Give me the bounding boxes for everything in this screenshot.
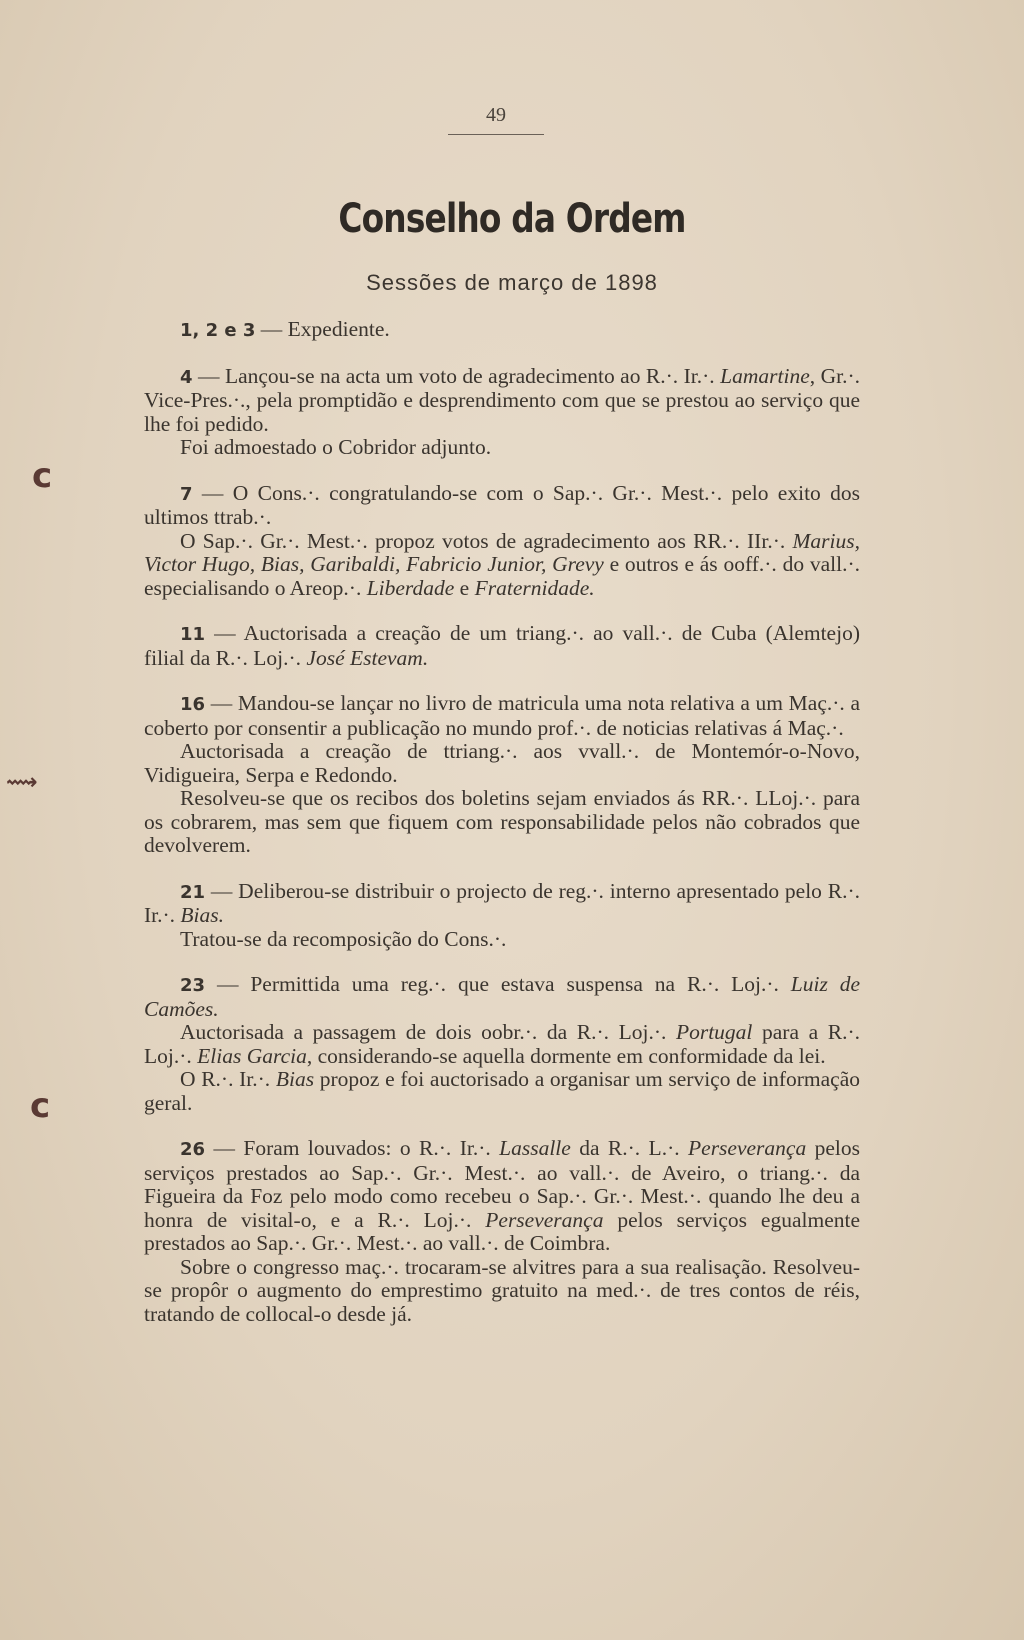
margin-mark: c bbox=[32, 456, 53, 496]
italic-name: Lamartine bbox=[720, 363, 810, 388]
margin-mark: c bbox=[30, 1086, 51, 1126]
entry-text: — Lançou-se na acta um voto de agradecimento ao R.·. Ir.·. bbox=[198, 363, 721, 388]
section-title: Conselho da Ordem bbox=[338, 196, 686, 242]
entry-paragraph bbox=[144, 436, 860, 460]
page-number: 49 bbox=[486, 104, 506, 126]
italic-name: Bias bbox=[275, 1067, 315, 1091]
entry-text: Tratou-se da recomposição do Cons.·. bbox=[180, 926, 507, 951]
entry-day-number: 4 bbox=[180, 366, 193, 388]
entry-paragraph bbox=[144, 1137, 860, 1256]
entry-paragraph bbox=[144, 365, 860, 437]
entry-text: propoz e foi auctorisado a organisar um serviço de informação geral. bbox=[144, 1067, 860, 1115]
entry-day-number: 7 bbox=[180, 483, 193, 505]
minutes-entry bbox=[144, 318, 860, 343]
entry-text: , considerando-se aquella dormente em conformidade da lei. bbox=[306, 1043, 826, 1068]
entry-text: Auctorisada a creação de ttriang.·. aos vvall.·. de Montemór-o-Novo, Vidigueira, Serpa e Redondo. bbox=[144, 739, 860, 787]
italic-name: Luiz de Camões. bbox=[144, 972, 860, 1021]
entry-text: Sobre o congresso maç.·. trocaram-se alvitres para a sua realisação. Resolveu-se propôr o augmento do emprestimo gratuito na med.·. de tres contos de réis, tratando de collocal-o desde já. bbox=[144, 1254, 860, 1326]
italic-name: Lassalle bbox=[499, 1136, 571, 1160]
entry-paragraph bbox=[144, 1256, 860, 1327]
entry-day-number: 16 bbox=[180, 694, 206, 715]
minutes-entry bbox=[144, 1137, 860, 1326]
entry-paragraph bbox=[144, 318, 860, 343]
entry-paragraph bbox=[144, 692, 860, 740]
minutes-entry bbox=[144, 973, 860, 1115]
entry-paragraph bbox=[144, 880, 860, 928]
margin-mark: ⟿ bbox=[6, 770, 38, 795]
entry-paragraph bbox=[144, 530, 860, 601]
entry-text: pelos serviços egualmente prestados ao Sap.·. Gr.·. Mest.·. ao vall.·. de Coimbra. bbox=[144, 1207, 860, 1255]
entry-text: Resolveu-se que os recibos dos boletins sejam enviados ás RR.·. LLoj.·. para os cobrarem, mas sem que fiquem com responsabilidade pelos não cobrados que devolverem. bbox=[144, 786, 860, 857]
minutes-entry bbox=[144, 880, 860, 952]
entry-text: — O Cons.·. congratulando-se com o Sap.·. Gr.·. Mest.·. pelo exito dos ultimos ttrab.·. bbox=[144, 480, 861, 529]
entry-paragraph bbox=[144, 1021, 860, 1068]
entry-text: e outros e ás ooff.·. do vall.·. especialisando o Areop.·. bbox=[144, 552, 860, 600]
entry-text: — Expediente. bbox=[260, 317, 390, 341]
entry-day-number: 11 bbox=[180, 624, 206, 645]
minutes-entry bbox=[144, 622, 860, 670]
entry-text: da R.·. L.·. bbox=[570, 1136, 689, 1160]
minutes-entry bbox=[144, 692, 860, 858]
page-number-rule bbox=[448, 134, 544, 135]
entry-day-number: 23 bbox=[180, 975, 206, 996]
entry-text: — Foram louvados: o R.·. Ir.·. bbox=[213, 1136, 500, 1160]
entry-paragraph bbox=[144, 1068, 860, 1115]
entry-text: O R.·. Ir.·. bbox=[180, 1067, 276, 1091]
minutes-entry bbox=[144, 482, 860, 601]
entry-text: Auctorisada a passagem de dois oobr.·. da R.·. Loj.·. bbox=[180, 1020, 676, 1044]
italic-name: Elias Garcia bbox=[197, 1043, 307, 1068]
entry-paragraph bbox=[144, 482, 860, 530]
italic-name: Fraternidade. bbox=[474, 575, 595, 600]
italic-name: Perseverança bbox=[485, 1207, 604, 1232]
entry-text: para a R.·. Loj.·. bbox=[144, 1020, 860, 1068]
italic-name: Liberdade bbox=[366, 575, 455, 600]
entry-text: O Sap.·. Gr.·. Mest.·. propoz votos de agradecimento aos RR.·. IIr.·. bbox=[180, 528, 793, 553]
entry-paragraph bbox=[144, 787, 860, 858]
entry-text: — Deliberou-se distribuir o projecto de reg.·. interno apresentado pelo R.·. Ir.·. bbox=[144, 878, 860, 927]
session-subtitle: Sessões de março de 1898 bbox=[366, 270, 658, 295]
entry-text: e bbox=[454, 575, 475, 600]
entry-day-number: 1, 2 e 3 bbox=[180, 320, 256, 341]
italic-name: Bias. bbox=[180, 903, 225, 927]
entry-paragraph bbox=[144, 740, 860, 787]
entry-day-number: 21 bbox=[180, 881, 206, 903]
italic-name: Portugal bbox=[675, 1020, 753, 1044]
entry-text: , Gr.·. Vice-Pres.·., pela promptidão e desprendimento com que se prestou ao serviço que lhe foi pedido. bbox=[144, 363, 860, 436]
entry-text: — Permittida uma reg.·. que estava suspensa na R.·. Loj.·. bbox=[216, 972, 791, 996]
entry-day-number: 26 bbox=[180, 1139, 206, 1160]
entry-text: Foi admoestado o Cobridor adjunto. bbox=[180, 435, 492, 459]
entry-paragraph bbox=[144, 973, 860, 1021]
entry-text: — Auctorisada a creação de um triang.·. ao vall.·. de Cuba (Alemtejo) filial da R.·. Loj.·. bbox=[144, 621, 860, 670]
italic-name: Perseverança bbox=[688, 1136, 807, 1160]
entry-text: — Mandou-se lançar no livro de matricula uma nota relativa a um Maç.·. a coberto por consentir a publicação no mundo prof.·. de noticias relativas á Maç.·. bbox=[144, 691, 861, 740]
minutes-body bbox=[144, 318, 860, 1348]
minutes-entry bbox=[144, 365, 860, 460]
entry-paragraph bbox=[144, 928, 860, 952]
entry-text: pelos serviços prestados ao Sap.·. Gr.·. Mest.·. ao vall.·. de Aveiro, o triang.·. da Figueira da Foz pelo modo como recebeu o Sap.·. Gr.·. Mest.·. quando lhe deu a honra de visital-o, e a R.·. Loj.·. bbox=[144, 1136, 860, 1232]
italic-name: Marius, Victor Hugo, Bias, Garibaldi, Fabricio Junior, Grevy bbox=[144, 528, 860, 576]
entry-paragraph bbox=[144, 622, 860, 670]
italic-name: José Estevam. bbox=[306, 645, 429, 670]
